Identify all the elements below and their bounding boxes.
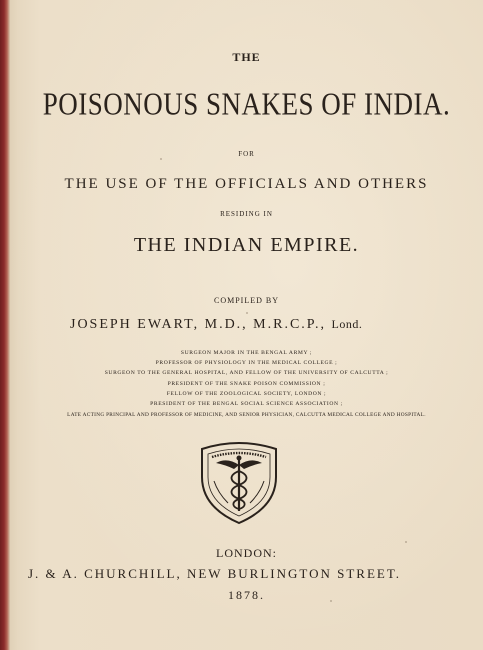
credential-line: SURGEON TO THE GENERAL HOSPITAL, AND FELLOW OF THE UNIVERSITY OF CALCUTTA ;: [104, 370, 389, 376]
paper-speck: [405, 541, 407, 543]
publisher-city: LONDON:: [216, 546, 277, 560]
paper-speck: [246, 312, 248, 314]
credential-line: PRESIDENT OF THE BENGAL SOCIAL SCIENCE ASSOCIATION ;: [150, 401, 343, 407]
book-binding-edge: [0, 0, 10, 650]
credential-line: SURGEON MAJOR IN THE BENGAL ARMY ;: [180, 350, 313, 356]
compiled-by-label: COMPILED BY: [213, 296, 279, 305]
main-title: POISONOUS SNAKES OF INDIA.: [42, 86, 451, 122]
for-label: FOR: [238, 150, 255, 158]
paper-speck: [330, 600, 332, 602]
publisher-line: J. & A. CHURCHILL, NEW BURLINGTON STREET.: [28, 566, 402, 581]
caduceus-seal-icon: [194, 441, 284, 525]
credential-line: LATE ACTING PRINCIPAL AND PROFESSOR OF MEDICINE, AND SENIOR PHYSICIAN, CALCUTTA MEDICAL COLLEGE AND HOSPITAL.: [67, 412, 426, 418]
credential-line: PROFESSOR OF PHYSIOLOGY IN THE MEDICAL COLLEGE ;: [155, 360, 338, 366]
paper-speck: [160, 158, 162, 160]
publication-year: 1878.: [228, 588, 265, 602]
residing-label: RESIDING IN: [220, 210, 273, 218]
credential-line: PRESIDENT OF THE SNAKE POISON COMMISSION ;: [167, 381, 326, 387]
author-line: [70, 317, 362, 333]
author-name: JOSEPH EWART, M.D., M.R.C.P.,: [70, 317, 327, 332]
audience-line: THE USE OF THE OFFICIALS AND OTHERS: [64, 176, 429, 192]
author-suffix: Lond.: [331, 317, 363, 331]
title-article: THE: [232, 50, 261, 64]
credential-line: FELLOW OF THE ZOOLOGICAL SOCIETY, LONDON ;: [166, 391, 327, 397]
empire-line: THE INDIAN EMPIRE.: [133, 234, 360, 256]
